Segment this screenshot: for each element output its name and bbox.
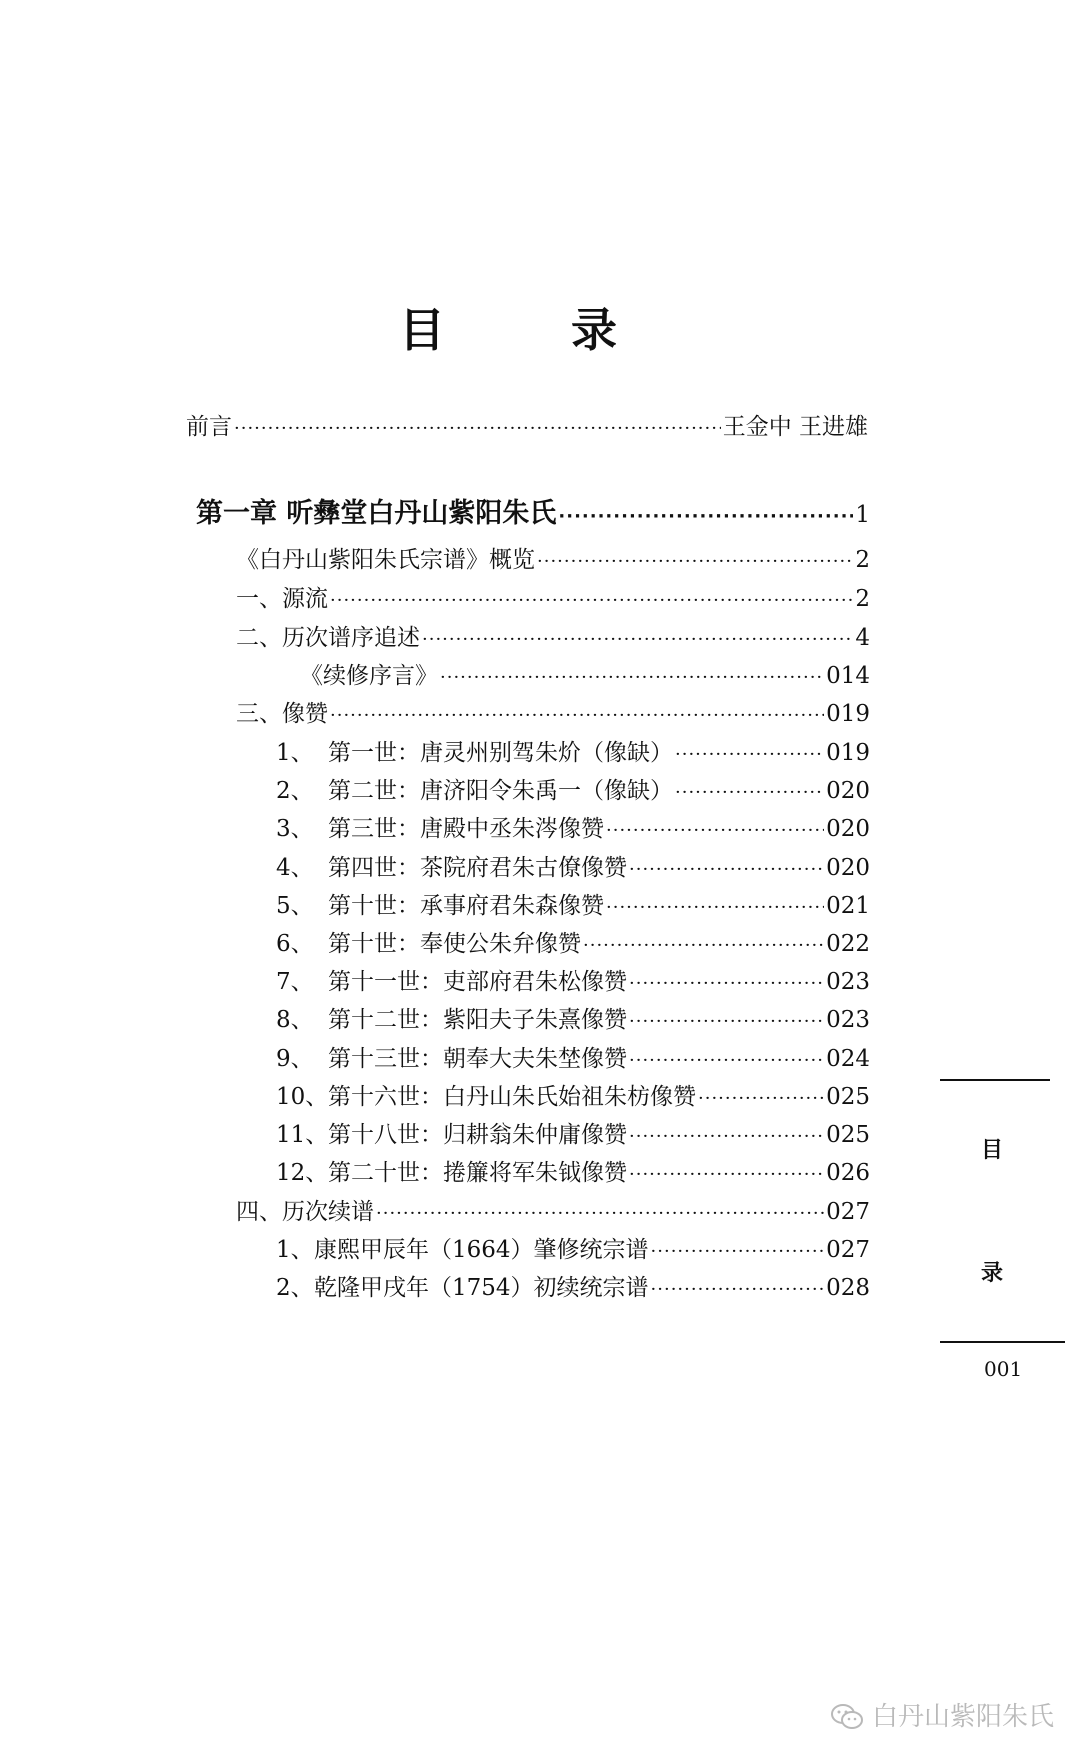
toc-item-page: 1 <box>855 502 870 528</box>
toc-leader-dots <box>675 738 824 772</box>
toc-item-page: 027 <box>826 1237 870 1263</box>
toc-item-label: 《白丹山紫阳朱氏宗谱》概览 <box>236 547 535 573</box>
toc-item-label: 二、历次谱序追述 <box>236 625 420 651</box>
toc-item-label: 第十三世：朝奉大夫朱埜像赞 <box>328 1046 627 1072</box>
toc-item-page: 026 <box>826 1160 870 1186</box>
toc-item-number: 2、 <box>276 778 314 804</box>
toc-item-number: 9、 <box>276 1046 314 1072</box>
toc-item-page: 019 <box>826 701 870 727</box>
toc-item-page: 025 <box>826 1084 870 1110</box>
toc-item-label: 第二世：唐济阳令朱禹一（像缺） <box>328 778 673 804</box>
toc-item-page: 027 <box>826 1199 870 1225</box>
toc-leader-dots <box>651 1235 825 1269</box>
toc-item-label: 《续修序言》 <box>300 663 438 689</box>
toc-item-label: 第十世：奉使公朱弁像赞 <box>328 931 581 957</box>
toc-item-label: 第十二世：紫阳夫子朱熹像赞 <box>328 1007 627 1033</box>
toc-chapter-row <box>196 497 870 534</box>
toc-leader-dots <box>537 545 853 579</box>
toc-item-number: 12、 <box>276 1160 329 1186</box>
toc-item-page: 021 <box>826 893 870 919</box>
wechat-icon <box>830 1703 864 1731</box>
toc-item-label: 第十世：承事府君朱森像赞 <box>328 893 604 919</box>
toc-item-number: 5、 <box>276 893 314 919</box>
toc-leader-dots <box>629 1158 824 1192</box>
toc-item-label: 第一世：唐灵州别驾朱炌（像缺） <box>328 740 673 766</box>
toc-row <box>276 965 870 1001</box>
watermark <box>830 1700 1054 1734</box>
toc-row <box>276 1156 870 1192</box>
toc-leader-dots <box>629 1044 824 1078</box>
toc-row <box>236 1195 870 1231</box>
toc-row <box>236 621 870 657</box>
toc-item-page: 020 <box>826 778 870 804</box>
toc-item-page: 4 <box>855 625 870 651</box>
toc-item-number: 1、 <box>276 740 314 766</box>
toc-leader-dots <box>558 500 853 534</box>
toc-item-label: 前言 <box>186 414 232 440</box>
toc-leader-dots <box>330 699 824 733</box>
toc-leader-dots <box>606 891 824 925</box>
toc-item-label: 第一章 听彝堂白丹山紫阳朱氏 <box>196 498 557 529</box>
toc-row <box>276 927 870 963</box>
toc-item-page: 020 <box>826 855 870 881</box>
toc-item-label: 四、历次续谱 <box>236 1199 374 1225</box>
toc-item-label: 第十八世：归耕翁朱仲庸像赞 <box>328 1122 627 1148</box>
toc-leader-dots <box>629 1005 824 1039</box>
toc-row <box>236 543 870 579</box>
toc-row <box>276 774 870 810</box>
toc-item-page: 014 <box>826 663 870 689</box>
toc-leader-dots <box>583 929 824 963</box>
toc-leader-dots <box>698 1082 824 1116</box>
toc-row <box>186 410 868 446</box>
toc-leader-dots <box>606 814 824 848</box>
toc-row <box>300 659 870 695</box>
toc-leader-dots <box>376 1197 824 1231</box>
toc-item-label: 康熙甲辰年（1664）肇修统宗谱 <box>314 1237 649 1263</box>
toc-item-page: 019 <box>826 740 870 766</box>
toc-leader-dots <box>651 1273 825 1307</box>
toc-row <box>276 851 870 887</box>
toc-item-label: 三、像赞 <box>236 701 328 727</box>
toc-item-label: 第十一世：吏部府君朱松像赞 <box>328 969 627 995</box>
toc-item-number: 6、 <box>276 931 314 957</box>
toc-item-number: 4、 <box>276 855 314 881</box>
toc-leader-dots <box>330 584 853 618</box>
page-title: 目 录 <box>399 303 657 357</box>
toc-row <box>276 889 870 925</box>
toc-item-number: 2、 <box>276 1275 314 1301</box>
toc-item-number: 1、 <box>276 1237 314 1263</box>
toc-item-page: 020 <box>826 816 870 842</box>
toc-item-label: 乾隆甲戌年（1754）初续统宗谱 <box>314 1275 649 1301</box>
toc-leader-dots <box>440 661 824 695</box>
page-number: 001 <box>984 1357 1023 1381</box>
toc-leader-dots <box>234 412 721 446</box>
toc-leader-dots <box>629 967 824 1001</box>
toc-item-authors: 王金中 王进雄 <box>722 414 868 440</box>
toc-row <box>236 697 870 733</box>
toc-row <box>276 1042 870 1078</box>
toc-leader-dots <box>629 853 824 887</box>
toc-item-page: 2 <box>855 547 870 573</box>
toc-leader-dots <box>422 623 853 657</box>
toc-leader-dots <box>629 1120 824 1154</box>
toc-row <box>276 1118 870 1154</box>
side-tab-bottom-rule <box>940 1341 1065 1343</box>
toc-item-page: 024 <box>826 1046 870 1072</box>
toc-leader-dots <box>675 776 824 810</box>
toc-item-number: 10、 <box>276 1084 329 1110</box>
toc-item-number: 8、 <box>276 1007 314 1033</box>
toc-row <box>276 1080 870 1116</box>
toc-item-page: 028 <box>826 1275 870 1301</box>
toc-item-number: 7、 <box>276 969 314 995</box>
watermark-text: 白丹山紫阳朱氏 <box>871 1702 1054 1732</box>
toc-item-page: 022 <box>826 931 870 957</box>
toc-item-label: 第十六世：白丹山朱氏始祖朱枋像赞 <box>328 1084 696 1110</box>
side-tab-char-top: 目 <box>981 1138 1004 1163</box>
toc-item-number: 3、 <box>276 816 314 842</box>
toc-item-page: 023 <box>826 1007 870 1033</box>
toc-row <box>276 1003 870 1039</box>
side-tab-top-rule <box>940 1079 1050 1081</box>
side-tab-char-bottom: 录 <box>981 1261 1004 1286</box>
toc-row <box>276 812 870 848</box>
toc-item-page: 025 <box>826 1122 870 1148</box>
toc-item-page: 2 <box>855 586 870 612</box>
toc-row <box>276 1271 870 1307</box>
toc-item-page: 023 <box>826 969 870 995</box>
toc-row <box>276 1233 870 1269</box>
toc-item-label: 第三世：唐殿中丞朱涔像赞 <box>328 816 604 842</box>
toc-item-label: 第四世：茶院府君朱古僚像赞 <box>328 855 627 881</box>
toc-row <box>276 736 870 772</box>
toc-row <box>236 582 870 618</box>
toc-item-label: 第二十世：捲簾将军朱钺像赞 <box>328 1160 627 1186</box>
toc-item-number: 11、 <box>276 1122 329 1148</box>
toc-item-label: 一、源流 <box>236 586 328 612</box>
